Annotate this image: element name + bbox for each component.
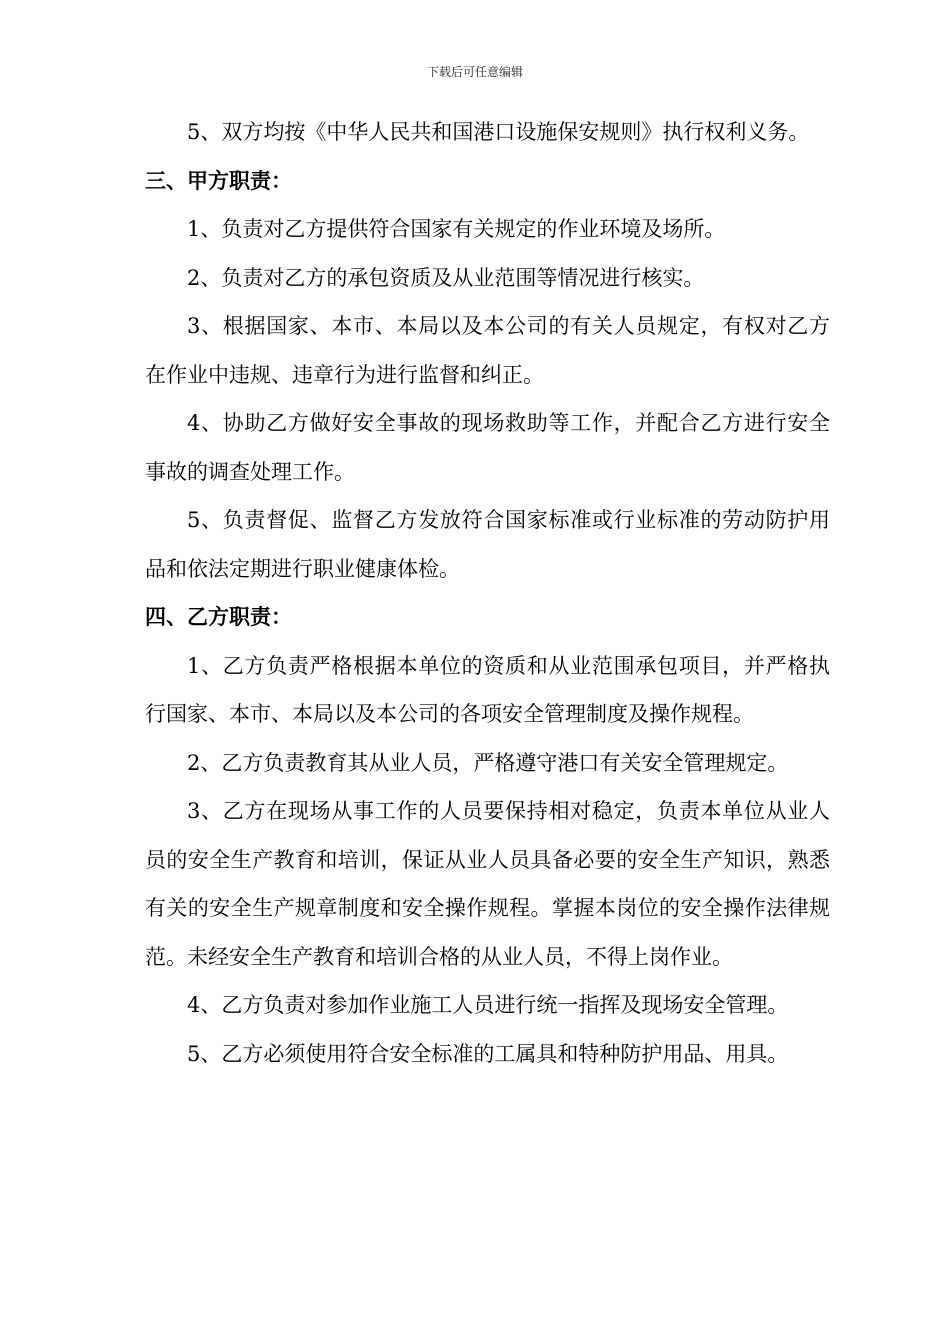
section-heading-party-a-duties: 三、甲方职责： (145, 167, 292, 193)
section-heading-party-b-duties: 四、乙方职责： (145, 604, 292, 629)
party-a-duty-5: 5、负责督促、监督乙方发放符合国家标准或行业标准的劳动防护用品和依法定期进行职业健康体检。 (145, 508, 830, 581)
party-b-duty-1: 1、乙方负责严格根据本单位的资质和从业范围承包项目，并严格执行国家、本市、本局以及本公司的各项安全管理制度及操作规程。 (145, 653, 830, 726)
party-b-duty-5: 5、乙方必须使用符合安全标准的工属具和特种防护用品、用具。 (187, 1041, 789, 1066)
party-b-duty-4: 4、乙方负责对参加作业施工人员进行统一指挥及现场安全管理。 (187, 993, 789, 1017)
party-b-duty-3: 3、乙方在现场从事工作的人员要保持相对稳定，负责本单位从业人员的安全生产教育和培训，保证从业人员具备必要的安全生产知识，熟悉有关的安全生产规章制度和安全操作规程。掌握本岗位的安全操作法律规范。未经安全生产教育和培训合格的从业人员，不得上岗作业。 (145, 799, 830, 969)
party-a-duty-1: 1、负责对乙方提供符合国家有关规定的作业环境及场所。 (187, 217, 726, 241)
page-header-note: 下载后可任意编辑 (426, 65, 523, 79)
party-a-duty-2: 2、负责对乙方的承包资质及从业范围等情况进行核实。 (187, 265, 705, 290)
party-a-duty-3: 3、根据国家、本市、本局以及本公司的有关人员规定，有权对乙方在作业中违规、违章行为进行监督和纠正。 (145, 314, 830, 387)
party-a-duty-4: 4、协助乙方做好安全事故的现场救助等工作，并配合乙方进行安全事故的调查处理工作。 (145, 411, 830, 484)
document-body (145, 108, 830, 1078)
paragraph-security-rules: 5、双方均按《中华人民共和国港口设施保安规则》执行权利义务。 (187, 120, 810, 144)
party-b-duty-2: 2、乙方负责教育其从业人员，严格遵守港口有关安全管理规定。 (187, 750, 789, 775)
